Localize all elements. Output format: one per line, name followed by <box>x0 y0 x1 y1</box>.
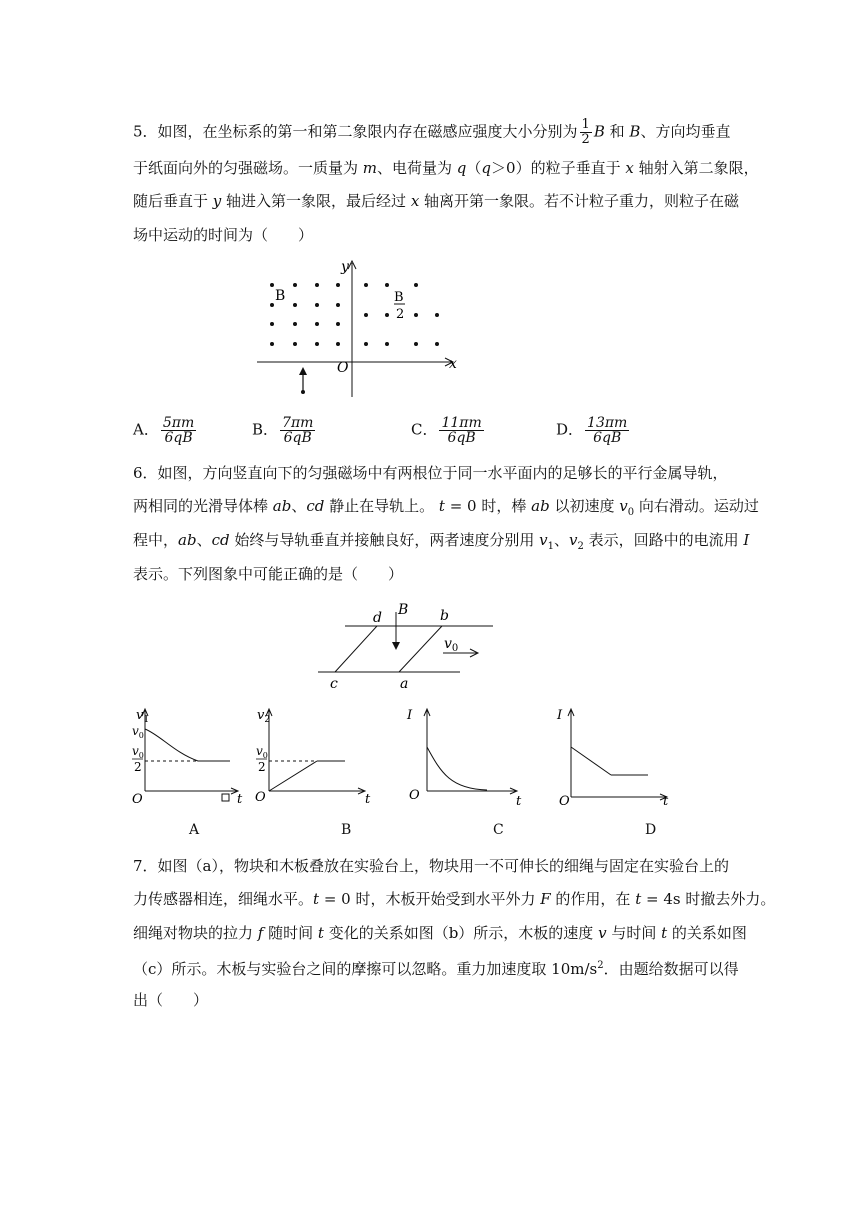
q6-option-c-label[interactable]: C <box>493 822 504 838</box>
q6-option-a-label[interactable]: A <box>189 822 200 838</box>
graph-a-half-den: 2 <box>134 760 142 774</box>
y-axis-label: y <box>341 259 349 275</box>
graph-a-half-num: $v_0$ <box>132 744 144 760</box>
q7-line-3: 细绳对物块的拉力 f 随时间 t 变化的关系如图（b）所示，木板的速度 v 与时间 t 的关系如图 <box>133 924 747 942</box>
graph-a-y-label: $v_1$ <box>136 708 150 725</box>
q6-graph-c <box>403 705 528 805</box>
q5-line-4: 场中运动的时间为（ ） <box>133 226 314 244</box>
q5-option-b[interactable]: B． $\frac{7\pi m}{6qB}$ <box>252 415 314 446</box>
graph-d-t: t <box>663 794 669 805</box>
graph-d-y-label: I <box>557 708 563 723</box>
graph-b-half-num: $v_0$ <box>256 744 268 760</box>
q7-line-5: 出（ ） <box>133 991 209 1009</box>
q7-line-4: （c）所示。木板与实验台之间的摩擦可以忽略。重力加速度取 $10m/s^2$．由题给数据可以得 <box>133 960 739 978</box>
graph-b-t: t <box>365 792 371 805</box>
graph-c-t: t <box>516 794 522 805</box>
half-fraction: $\frac{1}{2}$ <box>581 117 590 147</box>
q7-line-2: 力传感器相连，细绳水平。t = 0 时，木板开始受到水平外力 F 的作用，在 t = 4s 时撤去外力。 <box>133 890 776 908</box>
q5-line-1: 5．如图，在坐标系的第一和第二象限内存在磁感应强度大小分别为 $\frac{1}{2}$ B 和 B、方向均垂直 <box>133 117 731 147</box>
graph-d-origin: O <box>559 794 570 805</box>
q5-option-a[interactable]: A． $\frac{5\pi m}{6qB}$ <box>133 415 195 446</box>
q6-graph-a <box>130 705 245 805</box>
origin-label: O <box>337 360 349 376</box>
q6-line-3: 程中，ab、cd 始终与导轨垂直并接触良好，两者速度分别用 $v_1$、$v_2$ 表示，回路中的电流用 I <box>133 531 750 552</box>
graph-a-v0: $v_0$ <box>132 724 144 740</box>
velocity-label: $v_0$ <box>444 636 459 654</box>
q6-graph-d <box>555 705 680 805</box>
rod-end-d: d <box>373 610 382 626</box>
q5-magnetic-field-figure <box>255 255 465 405</box>
q6-line-1: 6．如图，方向竖直向下的匀强磁场中有两根位于同一水平面内的足够长的平行金属导轨， <box>133 464 728 482</box>
graph-c-origin: O <box>409 788 420 803</box>
q6-rails-figure <box>310 598 510 693</box>
field-b-label: B <box>398 602 409 618</box>
q5-option-c[interactable]: C． $\frac{11\pi m}{6qB}$ <box>411 415 482 446</box>
graph-a-t: t <box>237 792 243 805</box>
q6-option-d-label[interactable]: D <box>645 822 657 838</box>
x-axis-label: x <box>449 356 457 372</box>
q7-line-1: 7．如图（a），物块和木板叠放在实验台上，物块用一不可伸长的细绳与固定在实验台上的 <box>133 857 729 875</box>
q6-line-2: 两相同的光滑导体棒 ab、cd 静止在导轨上。 t = 0 时，棒 ab 以初速度 $v_0$ 向右滑动。运动过 <box>133 497 759 518</box>
rod-end-b: b <box>440 608 449 624</box>
q5-option-d[interactable]: D． $\frac{13\pi m}{6qB}$ <box>556 415 628 446</box>
left-field-label: B <box>275 288 286 304</box>
q6-option-b-label[interactable]: B <box>341 822 352 838</box>
rod-end-c: c <box>330 676 338 692</box>
rod-end-a: a <box>400 676 409 692</box>
q6-graph-b <box>253 705 378 805</box>
q5-line-3: 随后垂直于 y 轴进入第一象限，最后经过 x 轴离开第一象限。若不计粒子重力，则粒子在磁 <box>133 192 740 210</box>
graph-a-origin: O <box>132 792 143 805</box>
right-field-label-den: 2 <box>396 307 405 322</box>
graph-b-half-den: 2 <box>258 760 266 774</box>
graph-c-y-label: I <box>407 708 413 723</box>
q5-line-2: 于纸面向外的匀强磁场。一质量为 m、电荷量为 q（q＞0）的粒子垂直于 x 轴射入第二象限， <box>133 159 759 177</box>
right-field-label-num: B <box>394 290 404 305</box>
graph-b-origin: O <box>255 790 266 805</box>
q6-line-4: 表示。下列图象中可能正确的是（ ） <box>133 565 404 583</box>
graph-b-y-label: $v_2$ <box>257 708 271 725</box>
